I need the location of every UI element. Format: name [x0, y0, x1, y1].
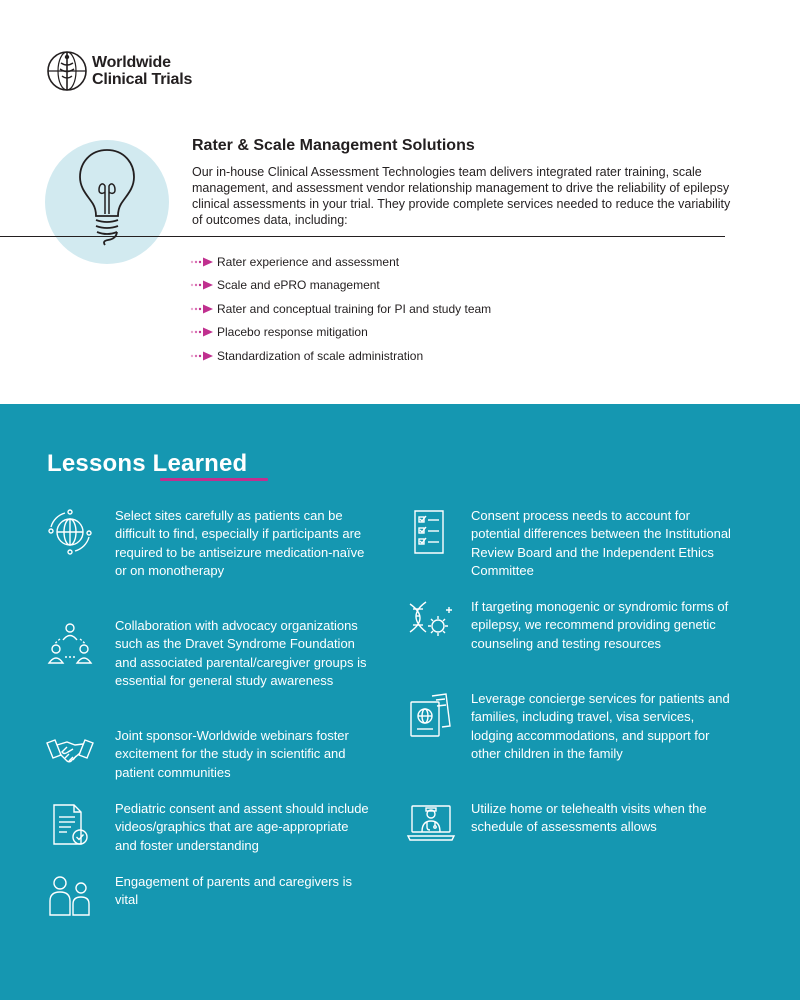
arrow-bullet-icon [190, 351, 214, 361]
list-item [190, 321, 491, 345]
dna-gear-icon [406, 598, 456, 648]
lesson-item [45, 873, 373, 923]
rater-title: Rater & Scale Management Solutions [192, 137, 475, 154]
rater-list [190, 250, 491, 368]
arrow-bullet-icon [190, 327, 214, 337]
logo-line-1: Worldwide [92, 54, 171, 71]
arrow-bullet-icon [190, 280, 214, 290]
arrow-bullet-icon [190, 257, 214, 267]
lesson-text: Utilize home or telehealth visits when the schedule of assessments allows [471, 801, 707, 835]
lesson-text: Engagement of parents and caregivers is vital [115, 874, 353, 908]
lesson-item [406, 598, 731, 653]
list-item-label: Scale and ePRO management [217, 278, 380, 293]
lesson-item [406, 690, 731, 764]
lesson-text: Collaboration with advocacy organizations such as the Dravet Syndrome Foundation and associated parental/caregiver groups is essential for general study awareness [115, 618, 367, 689]
people-collaboration-icon [45, 617, 95, 667]
lesson-item [45, 507, 373, 581]
lesson-text: If targeting monogenic or syndromic forms of epilepsy, we recommend providing genetic counseling and testing resources [471, 599, 729, 651]
lesson-item [406, 800, 731, 850]
globe-network-icon [45, 507, 95, 557]
lesson-text: Pediatric consent and assent should include videos/graphics that are age-appropriate and foster understanding [115, 801, 369, 853]
section-divider [0, 236, 725, 237]
lesson-item [45, 617, 373, 691]
lesson-item [45, 800, 373, 855]
handshake-icon [45, 727, 95, 777]
lesson-text: Joint sponsor-Worldwide webinars foster excitement for the study in scientific and patient communities [115, 728, 349, 780]
passport-ticket-icon [406, 690, 456, 740]
lesson-item [45, 727, 373, 782]
list-item-label: Rater experience and assessment [217, 254, 400, 269]
arrow-bullet-icon [190, 304, 214, 314]
list-item [190, 250, 491, 274]
title-underline [160, 478, 268, 481]
rater-section [192, 137, 732, 228]
parent-child-icon [45, 873, 95, 923]
lesson-item [406, 507, 731, 581]
document-check-icon [45, 800, 95, 850]
logo-line-2: Clinical Trials [92, 71, 193, 88]
rater-body: Our in-house Clinical Assessment Technologies team delivers integrated rater training, scale management, and assessment vendor relationship management to drive the reliability of epilepsy clinical assessments in your trial. They provide complete services needed to reduce the variability of outcomes data, including: [192, 165, 731, 227]
lessons-title: Lessons Learned [47, 450, 248, 477]
list-item-label: Standardization of scale administration [217, 348, 424, 363]
checklist-icon [406, 507, 456, 557]
lesson-text: Consent process needs to account for potential differences between the Institutional Review Board and the Independent Ethics Committee [471, 508, 731, 579]
list-item [190, 344, 491, 368]
lesson-text: Leverage concierge services for patients and families, including travel, visa services, lodging accommodations, and support for other children in the family [471, 691, 730, 762]
list-item-label: Placebo response mitigation [217, 325, 368, 340]
list-item [190, 297, 491, 321]
list-item [190, 274, 491, 298]
telehealth-doctor-icon [406, 800, 456, 850]
lessons-section [0, 404, 800, 1000]
lightbulb-icon [72, 146, 142, 246]
company-logo [46, 50, 192, 92]
lesson-text: Select sites carefully as patients can be difficult to find, especially if participants are required to be antiseizure medication-naïve or on monotherapy [115, 508, 365, 579]
globe-caduceus-icon [46, 50, 88, 92]
list-item-label: Rater and conceptual training for PI and study team [217, 301, 492, 316]
